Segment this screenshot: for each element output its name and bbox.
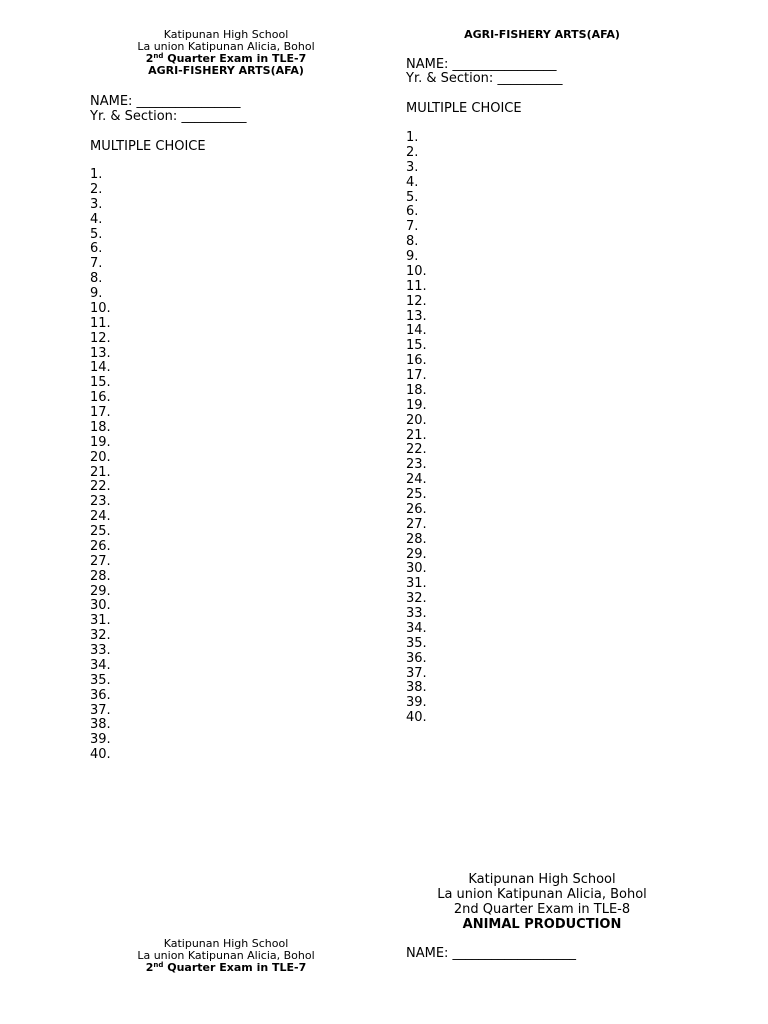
answer-item: 16. <box>90 390 111 406</box>
name-field: NAME: ________________ <box>90 94 241 109</box>
answer-item: 7. <box>90 256 103 272</box>
answer-item: 23. <box>90 494 111 510</box>
answer-item: 14. <box>90 360 111 376</box>
answer-item: 16. <box>406 353 427 369</box>
answer-item: 34. <box>90 657 111 673</box>
answer-item: 18. <box>90 419 111 435</box>
answer-item: 11. <box>406 278 427 294</box>
answer-item: 32. <box>406 591 427 607</box>
answer-item: 39. <box>90 732 111 748</box>
section-field: Yr. & Section: __________ <box>90 109 247 124</box>
answer-item: 10. <box>406 263 427 279</box>
name-field: NAME: ___________________ <box>406 946 577 961</box>
answer-item: 9. <box>406 249 419 264</box>
answer-item: 3. <box>90 196 103 212</box>
answer-item: 40. <box>90 747 111 763</box>
school-address: La union Katipunan Alicia, Bohol <box>437 887 647 902</box>
answer-item: 14. <box>406 323 427 339</box>
answer-item: 36. <box>90 687 111 703</box>
exam-name: Quarter Exam in TLE-7 <box>163 961 307 974</box>
answer-item: 29. <box>406 546 427 562</box>
answer-item: 24. <box>406 472 427 488</box>
answer-item: 15. <box>90 375 111 391</box>
multiple-choice-heading: MULTIPLE CHOICE <box>406 101 522 116</box>
exam-number: 2 <box>145 52 154 65</box>
left-exam-sheet <box>90 28 362 763</box>
answer-item: 28. <box>90 568 111 584</box>
answer-list <box>90 168 111 763</box>
school-name: Katipunan High School <box>468 872 616 887</box>
answer-item: 34. <box>406 620 427 636</box>
subject-title: ANIMAL PRODUCTION <box>462 917 622 932</box>
answer-item: 18. <box>406 382 427 398</box>
answer-item: 5. <box>406 189 419 205</box>
answer-item: 19. <box>90 434 111 450</box>
answer-item: 1. <box>406 130 419 145</box>
answer-item: 11. <box>90 315 111 331</box>
answer-item: 25. <box>90 524 111 539</box>
answer-item: 26. <box>90 538 111 554</box>
answer-item: 38. <box>406 680 427 696</box>
answer-item: 22. <box>90 479 111 495</box>
school-name: Katipunan High School <box>163 937 289 950</box>
answer-item: 36. <box>406 650 427 666</box>
name-field: NAME: ________________ <box>406 57 557 72</box>
left-sheet-header <box>90 29 362 77</box>
answer-item: 8. <box>406 234 419 250</box>
answer-item: 7. <box>406 219 419 235</box>
answer-item: 35. <box>90 672 111 688</box>
multiple-choice-heading: MULTIPLE CHOICE <box>90 139 206 154</box>
answer-item: 23. <box>406 457 427 473</box>
answer-item: 12. <box>406 293 427 309</box>
subject-title: AGRI-FISHERY ARTS(AFA) <box>464 28 620 41</box>
bottom-left-exam-sheet <box>90 938 362 974</box>
answer-item: 12. <box>90 330 111 346</box>
section-field: Yr. & Section: __________ <box>406 71 563 86</box>
school-name: Katipunan High School <box>163 28 289 41</box>
exam-title <box>90 962 362 974</box>
answer-item: 28. <box>406 531 427 547</box>
answer-list <box>406 131 427 726</box>
answer-item: 30. <box>406 561 427 577</box>
answer-item: 1. <box>90 167 103 182</box>
answer-item: 15. <box>406 338 427 354</box>
answer-item: 6. <box>90 241 103 257</box>
answer-item: 10. <box>90 300 111 316</box>
school-address: La union Katipunan Alicia, Bohol <box>137 949 315 962</box>
exam-ordinal-suffix: nd <box>153 52 164 60</box>
answer-item: 35. <box>406 635 427 651</box>
answer-item: 38. <box>90 717 111 733</box>
answer-item: 13. <box>90 345 111 361</box>
bottom-right-exam-sheet <box>406 872 678 961</box>
answer-item: 37. <box>406 665 427 681</box>
answer-item: 32. <box>90 628 111 644</box>
answer-item: 40. <box>406 710 427 726</box>
bottom-right-sheet-header <box>406 872 678 932</box>
answer-item: 31. <box>406 576 427 592</box>
answer-item: 8. <box>90 271 103 287</box>
answer-item: 6. <box>406 204 419 220</box>
answer-item: 29. <box>90 583 111 599</box>
school-address: La union Katipunan Alicia, Bohol <box>137 40 315 53</box>
answer-item: 19. <box>406 397 427 413</box>
exam-ordinal-suffix: nd <box>153 961 164 969</box>
answer-item: 33. <box>90 643 111 658</box>
answer-item: 27. <box>406 516 427 532</box>
answer-item: 2. <box>90 181 103 197</box>
answer-item: 20. <box>90 449 111 465</box>
exam-title: 2nd Quarter Exam in TLE-8 <box>453 902 631 917</box>
answer-item: 17. <box>90 405 111 420</box>
answer-item: 25. <box>406 487 427 502</box>
answer-item: 21. <box>90 464 111 480</box>
answer-item: 24. <box>90 509 111 525</box>
answer-item: 2. <box>406 144 419 160</box>
bottom-left-sheet-header <box>90 938 362 974</box>
answer-item: 17. <box>406 368 427 383</box>
answer-item: 4. <box>406 174 419 190</box>
answer-item: 4. <box>90 211 103 227</box>
exam-number: 2 <box>145 961 154 974</box>
answer-item: 30. <box>90 598 111 614</box>
answer-item: 31. <box>90 613 111 629</box>
answer-item: 3. <box>406 159 419 175</box>
answer-item: 5. <box>90 226 103 242</box>
answer-item: 37. <box>90 702 111 718</box>
answer-item: 39. <box>406 695 427 711</box>
answer-item: 22. <box>406 442 427 458</box>
answer-item: 9. <box>90 286 103 301</box>
answer-item: 33. <box>406 606 427 621</box>
answer-item: 21. <box>406 427 427 443</box>
answer-item: 26. <box>406 501 427 517</box>
answer-item: 13. <box>406 308 427 324</box>
subject-title: AGRI-FISHERY ARTS(AFA) <box>148 64 304 77</box>
exam-name: Quarter Exam in TLE-7 <box>163 52 307 65</box>
answer-item: 20. <box>406 412 427 428</box>
answer-item: 27. <box>90 553 111 569</box>
